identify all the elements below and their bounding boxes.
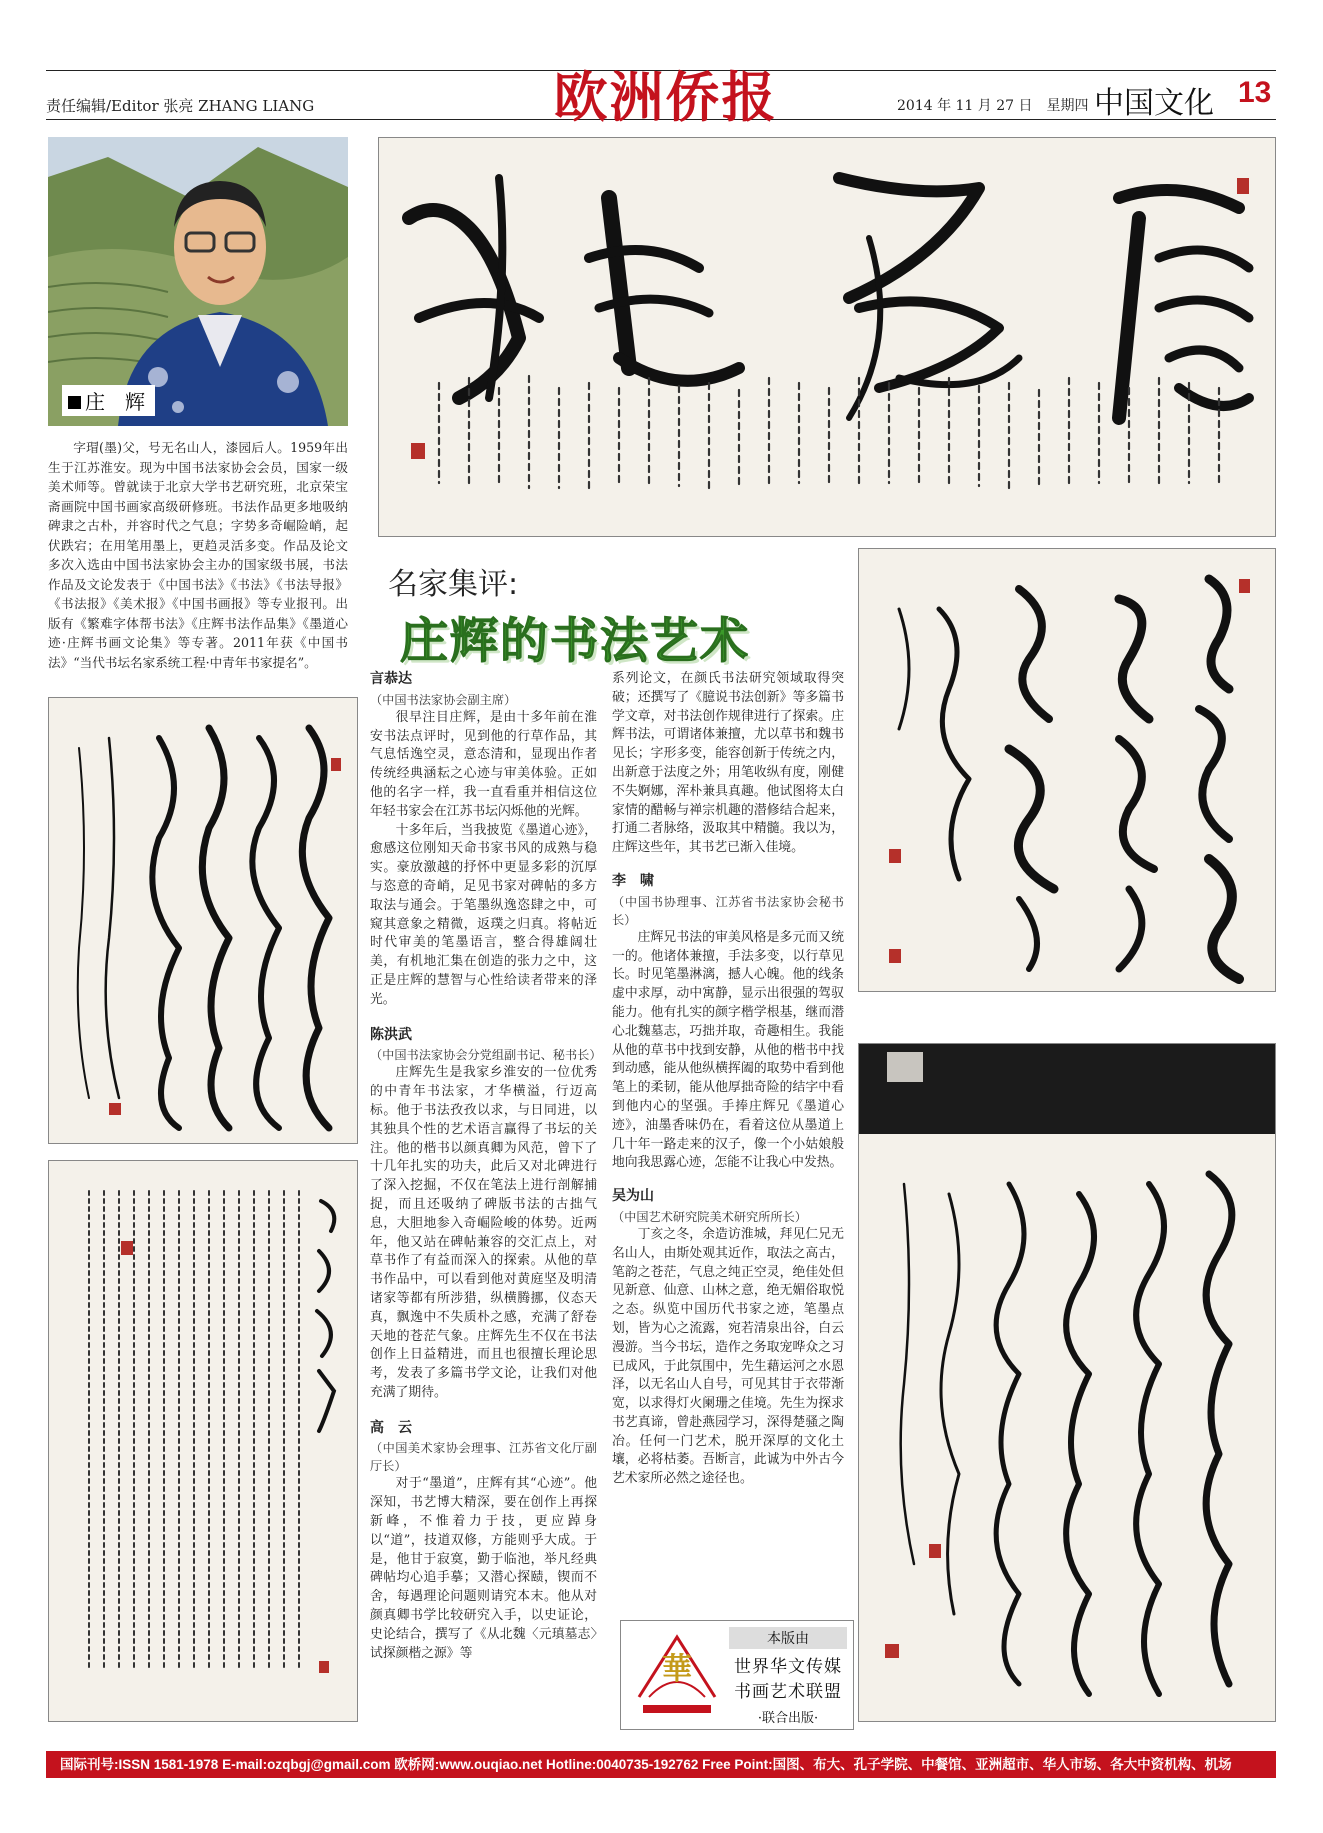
ink-brushwork: [859, 549, 1275, 991]
calligraphy-artwork-left-bottom: [48, 1160, 358, 1722]
artist-bio: 字瑁(墨)父，号无名山人，漆园后人。1959年出生于江苏淮安。现为中国书法家协会会员，国家一级美术师等。曾就读于北京大学书艺研究班，北京荣宝斋画院中国书画家高级研修班。书法作品更多地吸纳碑隶之古朴，并容时代之气息；字势多奇崛险峭，起伏跌宕；在用笔用墨上，更趋灵活多变。作品及论文多次入选由中国书法家协会主办的国家级书展，书法作品及文论发表于《中国书法》《书法》《书法导报》《书法报》《美术报》《中国书画报》等专业报刊。出版有《繁难字体帮书法》《庄辉书法作品集》《墨道心迹·庄辉书画文论集》等专著。2011年获《中国书法》“当代书坛名家系统工程·中青年书家提名”。: [48, 440, 348, 670]
calligraphy-artwork-left-middle: [48, 697, 358, 1144]
ink-brushwork: [49, 698, 357, 1143]
author-affiliation: （中国美术家协会理事、江苏省文化厅副厅长）: [370, 1441, 597, 1474]
author-affiliation: （中国艺术研究院美术研究所所长）: [612, 1209, 807, 1224]
article-column-1: [370, 670, 602, 1663]
calligraphy-artwork-right-top: [858, 548, 1276, 992]
article-paragraph: 对于“墨道”，庄辉有其“心迹”。他深知，书艺博大精深，要在创作上再探新峰，不惟着力于技，更应踔身以“道”，技道双修，方能则乎大成。于是，他甘于寂寞，勤于临池，举凡经典碑帖均心追手摹；又潜心探赜，锲而不舍，每遇理论问题则请究本末。他从对颜真卿书学比较研究入手，以史证论，史论结合，撰写了《从北魏〈元瑱墓志〉试探颜楷之源》等: [370, 1476, 597, 1661]
article-title: 庄辉的书法艺术: [400, 613, 751, 669]
calligraphy-artwork-horizontal: [378, 137, 1276, 537]
article-column-2: [612, 670, 844, 1489]
author-affiliation: （中国书法家协会分党组副书记、秘书长）: [370, 1048, 602, 1063]
logo-glyph: 華: [662, 1652, 692, 1687]
masthead-logo: 欧洲侨报: [553, 64, 778, 129]
calligraphy-artwork-right-bottom: [858, 1043, 1276, 1722]
sponsor-text: [729, 1627, 847, 1726]
sponsor-line-0: 本版由: [729, 1627, 847, 1649]
sponsor-line-1: 世界华文传媒: [734, 1657, 842, 1677]
sponsor-line-2: 书画艺术联盟: [734, 1682, 842, 1702]
alliance-logo-icon: [629, 1627, 725, 1723]
article-paragraph: 很早注目庄辉，是由十多年前在淮安书法点评时，见到他的行草作品，其气息恬逸空灵，意态清和，显现出作者传统经典涵耘之心迹与审美体验。正如他的名字一样，我一直看重并相信这位年轻书家会在江苏书坛闪烁他的光辉。: [370, 709, 597, 819]
article-paragraph: 庄辉兄书法的审美风格是多元而又统一的。他诸体兼擅，手法多变，以行草见长。时见笔墨淋漓，撼人心魄。他的线条虚中求厚，动中寓静，显示出很强的驾驭能力。他有扎实的颜字楷学根基，继而潜心北魏墓志，巧拙并取，奇趣相生。我能从他的草书中找到安静，从他的楷书中找到动感，能从他纵横挥阖的取势中看到他笔上的柔韧，能从他厚拙奇险的结字中看到他内心的坚强。手捧庄辉兄《墨道心迹》，油墨香味仍在，看着这位从墨道上几十年一路走来的汉子，像一个小姑娘般地向我思露心迹，怎能不让我心中发热。: [612, 929, 844, 1171]
portrait-photo: [48, 137, 348, 426]
photo-caption: 庄 辉: [62, 385, 155, 416]
ink-brushwork: [49, 1161, 357, 1721]
article-paragraph: 丁亥之冬，余造访淮城，拜见仁兄无名山人，由斯处观其近作，取法之高古，笔韵之苍茫，气息之纯正空灵，绝佳处但见新意、仙意、山林之意，绝无媚俗取悦之态。纵览中国历代书家之迹，笔墨点划，皆为心之流露，宛若清泉出谷，白云漫游。当今书坛，造作之务取宠哗众之习已成风，于此氛围中，先生藉运河之水恩泽，以无名山人自号，可见其甘于衣带渐宽，以求得灯火阑珊之佳境。先生为探求书艺真谛，曾赴燕园学习，深得楚骚之陶冶。任何一门艺术，脱开深厚的文化土壤，必将枯萎。吾断言，此诚为中外古今艺术家所必然之途径也。: [612, 1226, 844, 1487]
article-kicker: 名家集评:: [388, 567, 519, 602]
article-paragraph: 系列论文，在颜氏书法研究领域取得突破；还撰写了《臆说书法创新》等多篇书学文章，对书法创作规律进行了探索。庄辉书法，可谓诸体兼擅，尤以草书和魏书见长；字形多变，能容创新于传统之内，出新意于法度之外；用笔收纵有度，刚健不失婀娜，浑朴兼具真趣。他试图将太白家情的醋畅与禅宗机趣的潜修结合起来，打通二者脉络，汲取其中精髓。我以为，庄辉这些年，其书艺已渐入佳境。: [612, 671, 844, 856]
author-name: 高 云: [370, 1419, 412, 1436]
article-paragraph: 十多年后，当我披览《墨道心迹》，愈感这位刚知天命书家书风的成熟与稳实。豪放激越的抒怀中更显多彩的沉厚与恣意的奇峭，足见书家对碑帖的多方取法与通会。于笔墨纵逸恣肆之中，可窥其意象之精微，返璞之归真。将帖近时代审美的笔墨语言，整合得雄阔壮美，有机地汇集在创造的张力之中，这正是庄辉的慧智与心性给读者带来的泽光。: [370, 822, 597, 1007]
issue-date: 2014 年 11 月 27 日 星期四: [897, 98, 1089, 114]
portrait-illustration: [48, 137, 348, 426]
author-name: 吴为山: [612, 1188, 654, 1205]
footer-bar: 国际刊号:ISSN 1581-1978 E-mail:ozqbgj@gmail.com 欧桥网:www.ouqiao.net Hotline:0040735-192762 Free Point:国图、布大、孔子学院、中餐馆、亚洲超市、华人市场、各大中资机构、机场: [46, 1751, 1276, 1778]
author-affiliation: （中国书法家协会副主席）: [370, 692, 517, 707]
author-name: 李 啸: [612, 872, 654, 889]
article-paragraph: 庄辉先生是我家乡淮安的一位优秀的中青年书法家，才华横溢，行迈高标。他于书法孜孜以求，与日同进，以其独具个性的艺术语言赢得了书坛的关注。他的楷书以颜真卿为风范，曾下了十几年扎实的功夫，此后又对北碑进行了深入挖掘，不仅在笔法上进行剖解捕捉，而且还吸纳了碑版书法的古拙气息，大胆地参入奇崛险峻的体势。近两年，他又站在碑帖兼容的交汇点上，对草书作了有益而深入的探索。从他的草书作品中，可以看到他对黄庭坚及明清诸家等都有所涉猎，纵横腾挪，仪态天真，飘逸中不失质朴之感，充满了舒卷天地的苍茫气象。庄辉先生不仅在书法创作上日益精进，而且也很擅长理论思考，发表了多篇书学文论，让我们对他充满了期待。: [370, 1065, 597, 1400]
page-number: 13: [1238, 76, 1272, 109]
sponsor-box: [620, 1620, 854, 1730]
author-name: 陈洪武: [370, 1026, 412, 1043]
ink-brushwork: [379, 138, 1275, 536]
ink-brushwork: [859, 1044, 1275, 1721]
sponsor-line-3: ·联合出版·: [757, 1711, 819, 1726]
author-affiliation: （中国书协理事、江苏省书法家协会秘书长）: [612, 894, 844, 927]
editor-credit: 责任编辑/Editor 张亮 ZHANG LIANG: [46, 97, 315, 115]
author-name: 言恭达: [370, 671, 412, 687]
section-title: 中国文化: [1094, 86, 1214, 121]
